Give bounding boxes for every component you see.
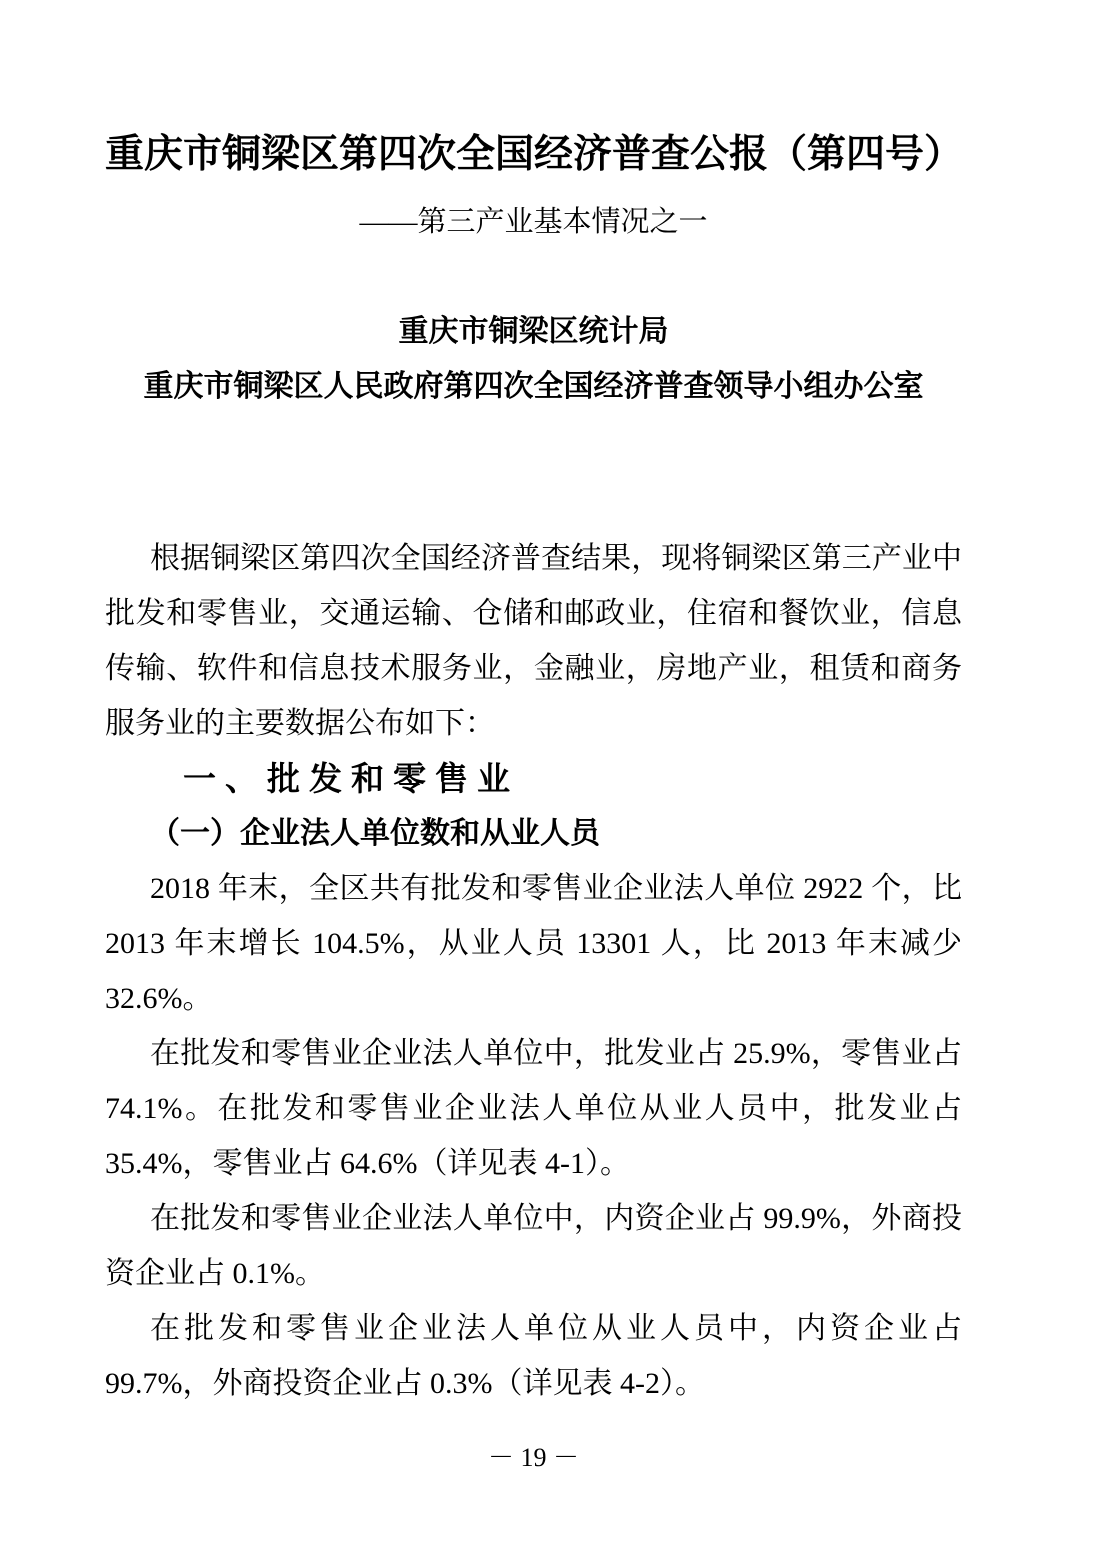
doc-subtitle: ——第三产业基本情况之一 xyxy=(359,206,708,238)
body-paragraph: 在批发和零售业企业法人单位中，内资企业占 99.9%，外商投资企业占 0.1%。 xyxy=(105,1202,962,1290)
org-line-statistics-bureau: 重庆市铜梁区统计局 xyxy=(398,315,669,348)
sub-heading-legal-entities-employees: （一）企业法人单位数和从业人员 xyxy=(150,817,600,850)
org-line-census-leading-group-office: 重庆市铜梁区人民政府第四次全国经济普查领导小组办公室 xyxy=(143,370,924,403)
section-heading-wholesale-retail: 一、批发和零售业 xyxy=(183,760,519,797)
body-paragraph: 2018 年末，全区共有批发和零售业企业法人单位 2922 个，比 2013 年末增长 104.5%，从业人员 13301 人，比 2013 年末减少 32.6%。 xyxy=(105,872,962,1015)
page-number: － 19 － xyxy=(487,1443,579,1472)
document-body xyxy=(105,531,962,1411)
intro-paragraph: 根据铜梁区第四次全国经济普查结果，现将铜梁区第三产业中批发和零售业，交通运输、仓储和邮政业，住宿和餐饮业，信息传输、软件和信息技术服务业，金融业，房地产业，租赁和商务服务业的主要数据公布如下： xyxy=(105,542,962,740)
body-paragraph: 在批发和零售业企业法人单位从业人员中，内资企业占 99.7%，外商投资企业占 0.3%（详见表 4-2）。 xyxy=(105,1312,962,1400)
body-paragraph: 在批发和零售业企业法人单位中，批发业占 25.9%，零售业占 74.1%。在批发和零售业企业法人单位从业人员中，批发业占 35.4%，零售业占 64.6%（详见表 4-1）。 xyxy=(105,1037,962,1180)
doc-title: 重庆市铜梁区第四次全国经济普查公报（第四号） xyxy=(105,133,964,176)
issuing-organizations xyxy=(105,304,962,414)
